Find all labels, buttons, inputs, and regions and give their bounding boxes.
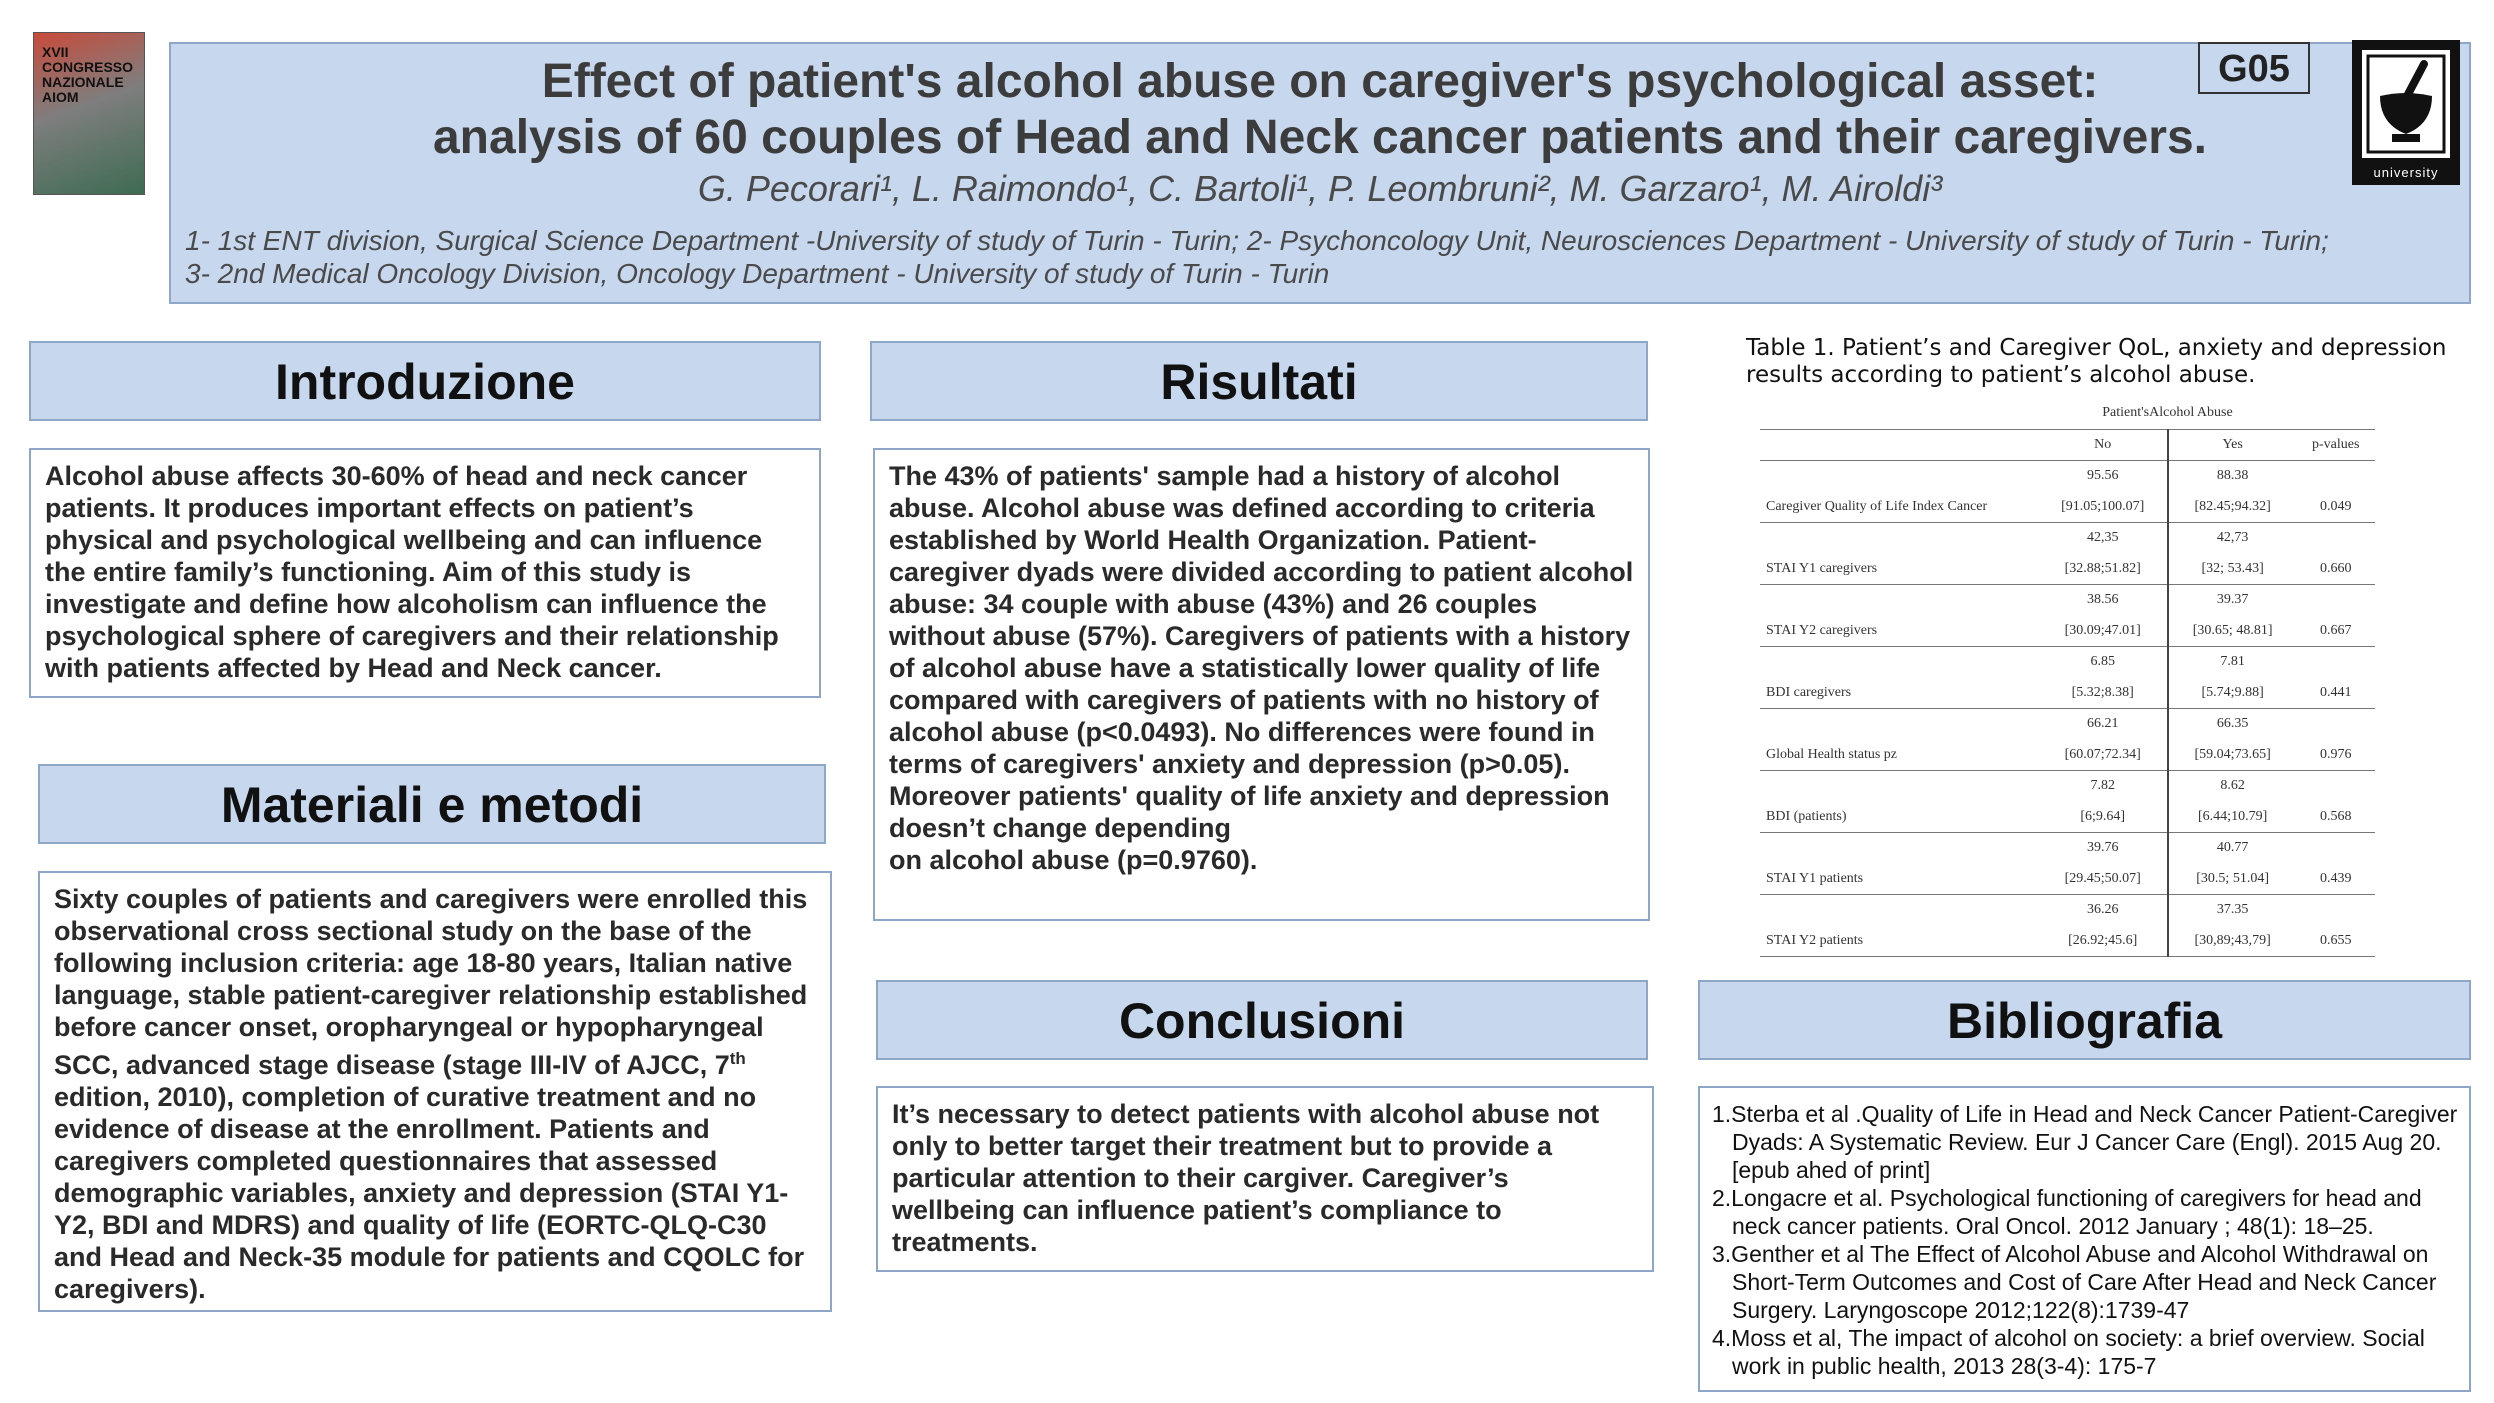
table-cell-empty [1760,895,2039,926]
table-group-header: Patient'sAlcohol Abuse [2039,398,2297,429]
university-logo [2352,40,2460,185]
table-row-mean [1760,647,2375,678]
table-cell-no-ci: [32.88;51.82] [2039,554,2168,585]
table-cell-no-ci: [91.05;100.07] [2039,492,2168,523]
table-cell-yes-mean: 8.62 [2220,778,2245,794]
table-cell-yes-ci: [5.74;9.88] [2168,678,2297,709]
materiali-text [38,871,832,1312]
affiliation-line-1: 1- 1st ENT division, Surgical Science Department -University of study of Turin - Turin; 2- Psychoncology Unit, Neurosciences Department - University of study of Turin - Turin; [185,225,2329,256]
poster-code: G05 [2198,42,2310,94]
title-line-2: analysis of 60 couples of Head and Neck cancer patients and their caregivers. [432,111,2208,164]
table-cell-no-ci: [26.92;45.6] [2039,926,2168,957]
table-cell-empty [2296,771,2375,802]
table-cell-yes-ci: [6.44;10.79] [2168,802,2297,833]
table-col-no: No [2039,429,2168,461]
bibliografia-item: 2.Longacre et al. Psychological functioning of caregivers for head and neck cancer patients. Oral Oncol. 2012 January ; 48(1): 18–25. [1712,1185,2422,1239]
table-row-mean [1760,833,2375,864]
table-cell-label: Global Health status pz [1760,740,2039,771]
table-cell-label: STAI Y1 caregivers [1760,554,2039,585]
table-cell-yes-ci: [32; 53.43] [2168,554,2297,585]
results-table [1760,398,2375,957]
university-label: university [2373,165,2439,180]
table-cell-p-value: 0.660 [2296,554,2375,585]
table-cell-label: STAI Y2 caregivers [1760,616,2039,647]
mortar-pestle-icon [2362,50,2450,158]
table-caption: Table 1. Patient’s and Caregiver QoL, anxiety and depression results according to patient’s alcohol abuse. [1746,335,2447,388]
table-cell-label: BDI (patients) [1760,802,2039,833]
authors: G. Pecorari¹, L. Raimondo¹, C. Bartoli¹, P. Leombruni², M. Garzaro¹, M. Airoldi³ [697,168,1943,209]
table-cell-empty [1760,833,2039,864]
table-row-mean [1760,771,2375,802]
table-cell-p-value: 0.655 [2296,926,2375,957]
table-cell-empty [1760,709,2039,740]
conclusioni-text: It’s necessary to detect patients with alcohol abuse not only to better target their treatment but to provide a particular attention to their cargiver. Caregiver’s wellbeing can influence patient’s compliance to treatments. [876,1086,1654,1272]
table-row-ci [1760,802,2375,833]
table-row-ci [1760,554,2375,585]
congress-logo [33,32,145,195]
table-cell-yes-mean: 42,73 [2216,530,2249,546]
congress-logo-text: XVII CONGRESSO NAZIONALE AIOM [42,44,134,105]
bibliografia-item: 3.Genther et al The Effect of Alcohol Abuse and Alcohol Withdrawal on Short-Term Outcomes and Cost of Care After Head and Neck Cancer Surgery. Laryngoscope 2012;122(8):1739-47 [1712,1241,2437,1323]
affiliation-line-2: 3- 2nd Medical Oncology Division, Oncology Department - University of study of Turin - Turin [185,258,1330,289]
table-cell-label: Caregiver Quality of Life Index Cancer [1760,492,2039,523]
table-row-mean [1760,709,2375,740]
table-cell-no-mean: 7.82 [2039,771,2168,802]
table-cell-no-mean: 36.26 [2039,895,2168,926]
table-cell-no-mean: 6.85 [2039,647,2168,678]
table-row-ci [1760,864,2375,895]
table-cell-no-ci: [60.07;72.34] [2039,740,2168,771]
table-cell-empty [1760,771,2039,802]
table-cell-yes-ci: [30.65; 48.81] [2168,616,2297,647]
table-cell-p-value: 0.441 [2296,678,2375,709]
table-cell-yes-ci: [30,89;43,79] [2168,926,2297,957]
table-cell-no-mean: 38.56 [2039,585,2168,616]
table-row-ci [1760,926,2375,957]
bibliografia-heading: Bibliografia [1698,980,2471,1060]
table-cell-label: STAI Y2 patients [1760,926,2039,957]
table-cell-yes-mean: 37.35 [2216,902,2249,918]
table-cell-empty [2296,895,2375,926]
table-cell-empty [2296,647,2375,678]
table-row-mean [1760,585,2375,616]
risultati-text: The 43% of patients' sample had a history of alcohol abuse. Alcohol abuse was defined according to criteria established by World Health Organization. Patient-caregiver dyads were divided according to patient alcohol abuse: 34 couple with abuse (43%) and 26 couples without abuse (57%). Caregivers of patients with a history of alcohol abuse have a statistically lower quality of life compared with caregivers of patients with no history of alcohol abuse (p<0.0493). No differences were found in terms of caregivers' anxiety and depression (p>0.05). Moreover patients' quality of life anxiety and depression doesn’t change depending on alcohol abuse (p=0.9760). [873,448,1650,921]
materiali-text-part-1: Sixty couples of patients and caregivers were enrolled this observational cross sectional study on the base of the following inclusion criteria: age 18-80 years, Italian native language, stable patient-caregiver relationship established before cancer onset, oropharyngeal or hypopharyngeal SCC, advanced stage disease (stage III-IV of AJCC, 7 [54,884,808,1080]
table-row-mean [1760,461,2375,492]
materiali-text-part-2: edition, 2010), completion of curative treatment and no evidence of disease at the enrollment. Patients and caregivers completed questionnaires that assessed demographic variables, anxiety and depression (STAI Y1-Y2, BDI and MDRS) and quality of life (EORTC-QLQ-C30 and Head and Neck-35 module for patients and CQOLC for caregivers). [54,1082,805,1304]
table-cell-p-value: 0.667 [2296,616,2375,647]
table-cell-empty [2296,585,2375,616]
table-corner [1760,398,2039,429]
table-cell-yes-ci: [30.5; 51.04] [2168,864,2297,895]
bibliografia-item: 1.Sterba et al .Quality of Life in Head and Neck Cancer Patient-Caregiver Dyads: A Systematic Review. Eur J Cancer Care (Engl). 2015 Aug 20. [epub ahed of print] [1712,1101,2458,1183]
table-col-p: p-values [2296,429,2375,461]
table-cell-p-value: 0.049 [2296,492,2375,523]
table-cell-yes-ci: [59.04;73.65] [2168,740,2297,771]
conclusioni-heading: Conclusioni [876,980,1648,1060]
table-cell-empty [1760,647,2039,678]
table-cell-no-mean: 66.21 [2039,709,2168,740]
poster-title [171,54,2469,166]
table-cell-p-value: 0.976 [2296,740,2375,771]
table-cell-yes-mean: 66.35 [2216,716,2249,732]
table-cell-empty [1760,461,2039,492]
table-row-ci [1760,678,2375,709]
table-body [1760,461,2375,957]
table-cell-yes-mean: 7.81 [2220,654,2245,670]
table-cell-yes-mean: 88.38 [2216,468,2249,484]
table-cell-empty [2296,833,2375,864]
table-cell-no-mean: 39.76 [2039,833,2168,864]
introduzione-heading: Introduzione [29,341,821,421]
table-cell-no-ci: [5.32;8.38] [2039,678,2168,709]
table-cell-no-ci: [29.45;50.07] [2039,864,2168,895]
table-cell-no-mean: 95.56 [2039,461,2168,492]
introduzione-text: Alcohol abuse affects 30-60% of head and neck cancer patients. It produces important effects on patient’s physical and psychological wellbeing and can influence the entire family’s functioning. Aim of this study is investigate and define how alcoholism can influence the psychological sphere of caregivers and their relationship with patients affected by Head and Neck cancer. [29,448,821,698]
table-cell-empty [1760,585,2039,616]
table-cell-yes-mean: 40.77 [2216,840,2249,856]
poster-header [169,42,2471,304]
table-col-yes: Yes [2168,429,2297,461]
table-cell-empty [2296,461,2375,492]
table-cell-label: STAI Y1 patients [1760,864,2039,895]
table-row-mean [1760,523,2375,554]
table-row-ci [1760,740,2375,771]
table-group-header-blank [2296,398,2375,429]
table-cell-empty [2296,709,2375,740]
table-cell-no-ci: [30.09;47.01] [2039,616,2168,647]
bibliografia-list [1698,1086,2471,1392]
risultati-heading: Risultati [870,341,1648,421]
table-row-ci [1760,492,2375,523]
table-cell-yes-mean: 39.37 [2216,592,2249,608]
table-row-ci [1760,616,2375,647]
table-col-label [1760,429,2039,461]
table-cell-p-value: 0.439 [2296,864,2375,895]
table-row-mean [1760,895,2375,926]
table-cell-empty [1760,523,2039,554]
table-cell-empty [2296,523,2375,554]
bibliografia-item: 4.Moss et al, The impact of alcohol on society: a brief overview. Social work in public health, 2013 28(3-4): 175-7 [1712,1325,2425,1379]
table-cell-label: BDI caregivers [1760,678,2039,709]
table-cell-yes-ci: [82.45;94.32] [2168,492,2297,523]
table-cell-no-mean: 42,35 [2039,523,2168,554]
affiliations [185,224,2455,290]
table-cell-p-value: 0.568 [2296,802,2375,833]
table-cell-no-ci: [6;9.64] [2039,802,2168,833]
title-line-1: Effect of patient's alcohol abuse on caregiver's psychological asset: [541,55,2099,108]
materiali-heading: Materiali e metodi [38,764,826,844]
materiali-superscript: th [729,1049,746,1068]
